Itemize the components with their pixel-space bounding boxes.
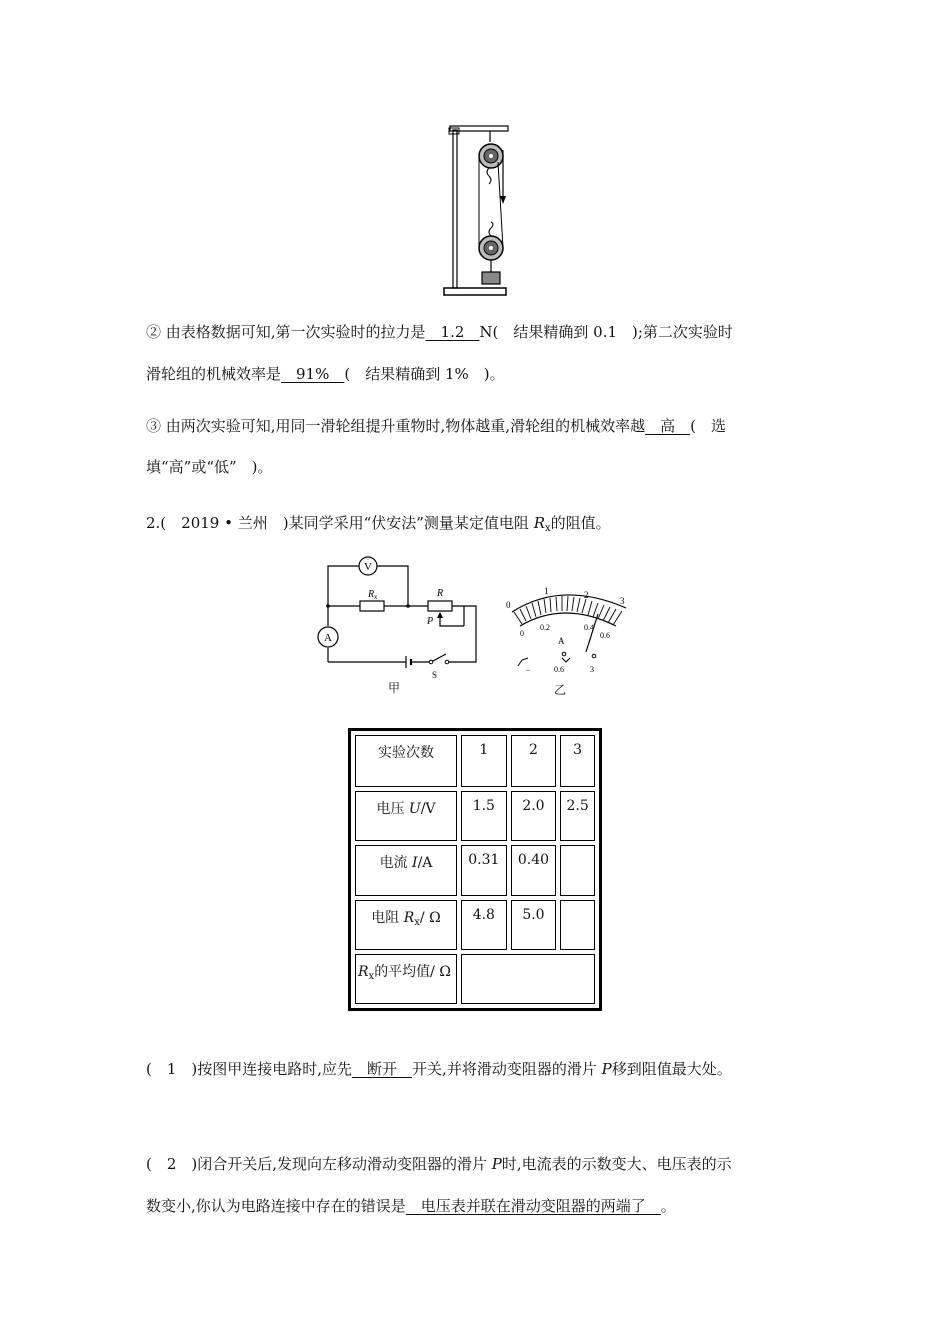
question2-var: R (533, 514, 545, 532)
table-header-cell: 实验次数 (355, 735, 457, 787)
table-cell: 5.0 (511, 900, 557, 950)
answer-blank-error[interactable]: 电压表并联在滑动变阻器的两端了 (405, 1197, 661, 1215)
part2-var: P (491, 1155, 502, 1173)
meter-unit: A (558, 636, 565, 646)
table-header-cell: 3 (560, 735, 595, 787)
ammeter-label: A (324, 632, 332, 644)
table-row-average (355, 954, 595, 1004)
answer-blank-force[interactable]: 1.2 (425, 323, 480, 341)
item3-line1 (146, 416, 726, 436)
table-header-cell: 1 (461, 735, 507, 787)
row-label-resistance: 电阻 $R_x/$ Ω (355, 900, 457, 950)
slider-label: P (427, 616, 434, 627)
item2-prefix: ② 由表格数据可知,第一次实验时的拉力是 (146, 323, 426, 341)
table-cell: 4.8 (461, 900, 507, 950)
part2-line2 (146, 1196, 676, 1216)
answer-blank-disconnect[interactable]: 断开 (352, 1060, 413, 1078)
answer-blank-efficiency[interactable]: 91% (281, 365, 345, 383)
item2-line2-prefix: 滑轮组的机械效率是 (146, 365, 282, 383)
table-header-row (355, 735, 595, 787)
table-cell: 2.5 (560, 791, 595, 841)
terminal-minus: – (526, 665, 530, 674)
part2-line2-suffix: 。 (660, 1197, 676, 1215)
part1-prefix: ( 1 )按图甲连接电路时,应先 (146, 1060, 353, 1078)
table-cell: 0.31 (461, 845, 507, 895)
question2-stem (146, 513, 611, 539)
pulley-apparatus-figure (440, 120, 520, 300)
table-cell: 0.40 (511, 845, 557, 895)
table-row-voltage (355, 791, 595, 841)
table-row-resistance (355, 900, 595, 950)
answer-blank-high-low[interactable]: 高 (645, 417, 691, 435)
part2-prefix: ( 2 )闭合开关后,发现向左移动滑动变阻器的滑片 (146, 1155, 492, 1173)
circuit-diagram (316, 556, 486, 686)
row-label-average: $R_x$的平均值/ Ω (355, 954, 457, 1004)
part2-line1 (146, 1154, 732, 1174)
needle (586, 614, 598, 652)
experiment-table (348, 728, 602, 1011)
table-cell: 1.5 (461, 791, 507, 841)
rheostat-label: R (437, 588, 444, 599)
table-cell: 2.0 (511, 791, 557, 841)
part1-suffix-b: 移到阻值最大处。 (611, 1060, 732, 1078)
scale-bottom-0: 0 (520, 629, 524, 638)
scale-bottom-1: 0.2 (540, 623, 550, 632)
item2-mid: N( 结果精确到 0.1 );第二次实验时 (479, 323, 733, 341)
part1-line (146, 1059, 732, 1079)
scale-top-3: 3 (620, 596, 625, 606)
scale-top-1: 1 (544, 586, 549, 596)
table-cell-blank[interactable] (560, 900, 595, 950)
question2-var-sub: x (544, 523, 551, 534)
item3-suffix: ( 选 (690, 417, 726, 435)
resistor-rx-label: $R_x$ (368, 589, 378, 601)
row-label-current: 电流 I/A (355, 845, 457, 895)
part1-var: P (601, 1060, 612, 1078)
part1-suffix-a: 开关,并将滑动变阻器的滑片 (412, 1060, 602, 1078)
terminal-0-6: 0.6 (554, 665, 564, 674)
item2-line2 (146, 364, 505, 384)
ammeter-dial-figure (500, 580, 640, 690)
item2-line2-suffix: ( 结果精确到 1% )。 (344, 365, 505, 383)
figure-jia-caption: 甲 (388, 681, 401, 695)
scale-bottom-2: 0.4 (584, 623, 594, 632)
item3-prefix: ③ 由两次实验可知,用同一滑轮组提升重物时,物体越重,滑轮组的机械效率越 (146, 417, 646, 435)
scale-top-0: 0 (506, 600, 511, 610)
table-header-cell: 2 (511, 735, 557, 787)
switch-label: S (432, 670, 438, 680)
scale-top-2: 2 (584, 590, 589, 600)
part2-suffix: 时,电流表的示数变大、电压表的示 (501, 1155, 732, 1173)
table-cell-blank[interactable] (560, 845, 595, 895)
question2-suffix: 的阻值。 (550, 514, 611, 532)
part2-line2-prefix: 数变小,你认为电路连接中存在的错误是 (146, 1197, 406, 1215)
voltmeter-label: V (364, 561, 372, 573)
terminal-3: 3 (590, 665, 594, 674)
question2-prefix: 2.( 2019 • 兰州 )某同学采用“伏安法”测量某定值电阻 (146, 514, 534, 532)
figure-yi-caption: 乙 (554, 683, 567, 697)
item2-line1 (146, 322, 733, 342)
scale-bottom-3: 0.6 (600, 631, 610, 640)
table-row-current (355, 845, 595, 895)
row-label-voltage: 电压 U/V (355, 791, 457, 841)
table-cell-average-blank[interactable] (461, 954, 595, 1004)
item3-line2: 填“高”或“低” )。 (146, 458, 273, 476)
